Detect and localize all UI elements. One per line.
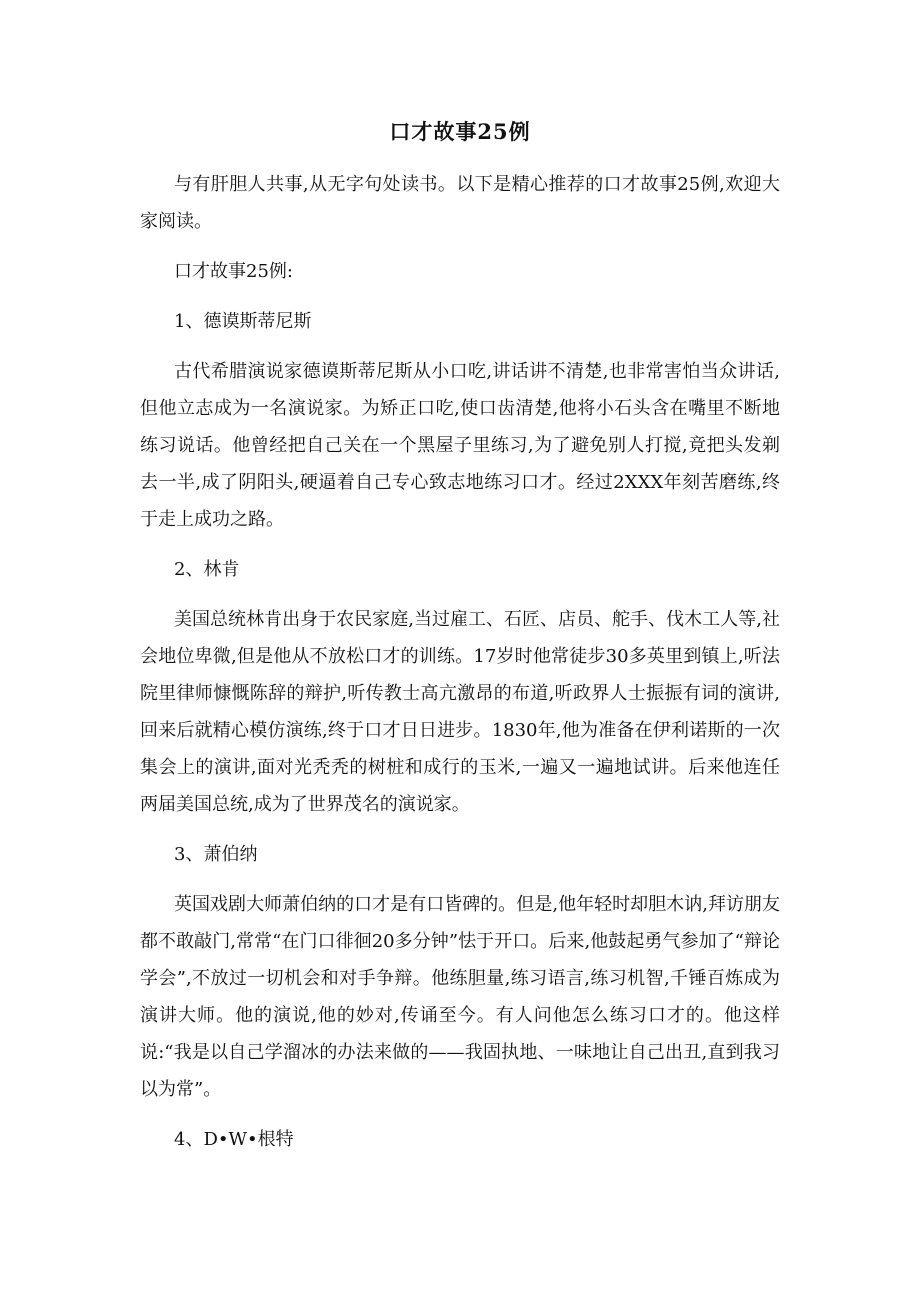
page-title: 口才故事25例 [389,119,531,144]
story-3-text: 英国戏剧大师萧伯纳的口才是有口皆碑的。但是,他年轻时却胆木讷,拜访朋友都不敢敲门,常常“在门口徘徊20多分钟”怯于开口。后来,他鼓起勇气参加了“辩论学会”,不放过一切机会和对手争辩。他练胆量,练习语言,练习机智,千锤百炼成为演讲大师。他的演说,他的妙对,传诵至今。有人问他怎么练习口才的。他这样说:“我是以自己学溜冰的办法来做的——我固执地、一味地让自己出丑,直到我习以为常”。 [140,894,780,1100]
document-body [140,166,780,1158]
story-2-text: 美国总统林肯出身于农民家庭,当过雇工、石匠、店员、舵手、伐木工人等,社会地位卑微,但是他从不放松口才的训练。17岁时他常徒步30多英里到镇上,听法院里律师慷慨陈辞的辩护,听传教士高亢激昂的布道,听政界人士振振有词的演讲,回来后就精心模仿演练,终于口才日日进步。1830年,他为准备在伊利诺斯的一次集会上的演讲,面对光秃秃的树桩和成行的玉米,一遍又一遍地试讲。后来他连任两届美国总统,成为了世界茂名的演说家。 [140,609,780,815]
intro-paragraph: 与有肝胆人共事,从无字句处读书。以下是精心推荐的口才故事25例,欢迎大家阅读。 [140,174,780,232]
story-2-heading: 2、林肯 [174,559,240,580]
section-heading: 口才故事25例: [174,261,293,282]
story-3-heading: 3、萧伯纳 [174,844,258,865]
story-4-heading: 4、D•W•根特 [174,1129,294,1150]
story-1-text: 古代希腊演说家德谟斯蒂尼斯从小口吃,讲话讲不清楚,也非常害怕当众讲话,但他立志成为一名演说家。为矫正口吃,使口齿清楚,他将小石头含在嘴里不断地练习说话。他曾经把自己关在一个黑屋子里练习,为了避免别人打搅,竟把头发剃去一半,成了阴阳头,硬逼着自己专心致志地练习口才。经过2XXX年刻苦磨练,终于走上成功之路。 [140,361,780,530]
story-1-heading: 1、德谟斯蒂尼斯 [174,311,312,332]
